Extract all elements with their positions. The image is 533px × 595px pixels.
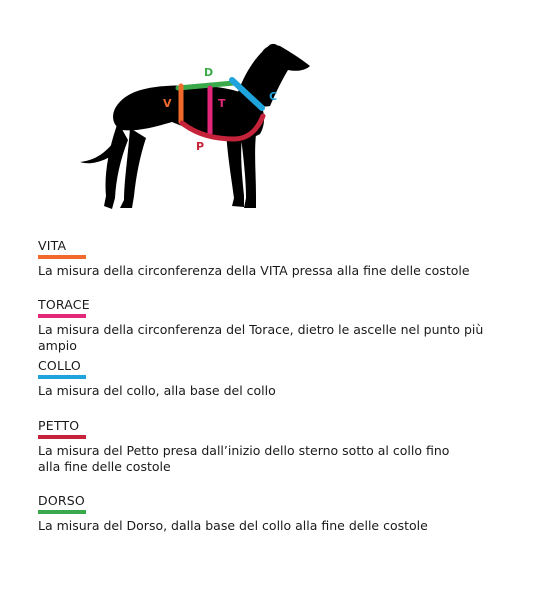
legend-description-line1: La misura del Petto presa dall’inizio dello sterno sotto al collo fino: [38, 443, 450, 458]
legend-entry-collo: [38, 358, 276, 399]
label-torace: T: [218, 97, 226, 110]
label-vita: V: [163, 97, 172, 110]
label-collo: C: [269, 90, 278, 103]
dog-measurement-diagram: [0, 0, 533, 225]
label-dorso: D: [204, 66, 214, 79]
legend-color-bar: [38, 314, 86, 318]
legend-entry-petto: [38, 418, 449, 475]
label-petto: P: [196, 140, 205, 153]
legend-color-bar: [38, 255, 86, 259]
legend-entry-vita: [38, 238, 470, 279]
legend-entry-dorso: [38, 493, 428, 534]
dorso-line: [178, 83, 234, 88]
legend-description: La misura del Dorso, dalla base del collo alla fine delle costole: [38, 518, 428, 533]
legend-description: La misura del collo, alla base del collo: [38, 383, 276, 398]
legend-title: TORACE: [38, 297, 90, 312]
legend-entry-torace: [38, 297, 518, 354]
legend-description-line2: alla fine delle costole: [38, 459, 171, 474]
legend-description: La misura della circonferenza della VITA pressa alla fine delle costole: [38, 263, 470, 278]
legend-color-bar: [38, 510, 86, 514]
legend-color-bar: [38, 375, 86, 379]
legend-description: La misura della circonferenza del Torace, dietro le ascelle nel punto più ampio: [38, 322, 484, 353]
legend-color-bar: [38, 435, 86, 439]
legend-title: DORSO: [38, 493, 85, 508]
legend-title: PETTO: [38, 418, 80, 433]
legend-title: COLLO: [38, 358, 81, 373]
dog-silhouette: [80, 44, 310, 209]
legend-title: VITA: [38, 238, 67, 253]
